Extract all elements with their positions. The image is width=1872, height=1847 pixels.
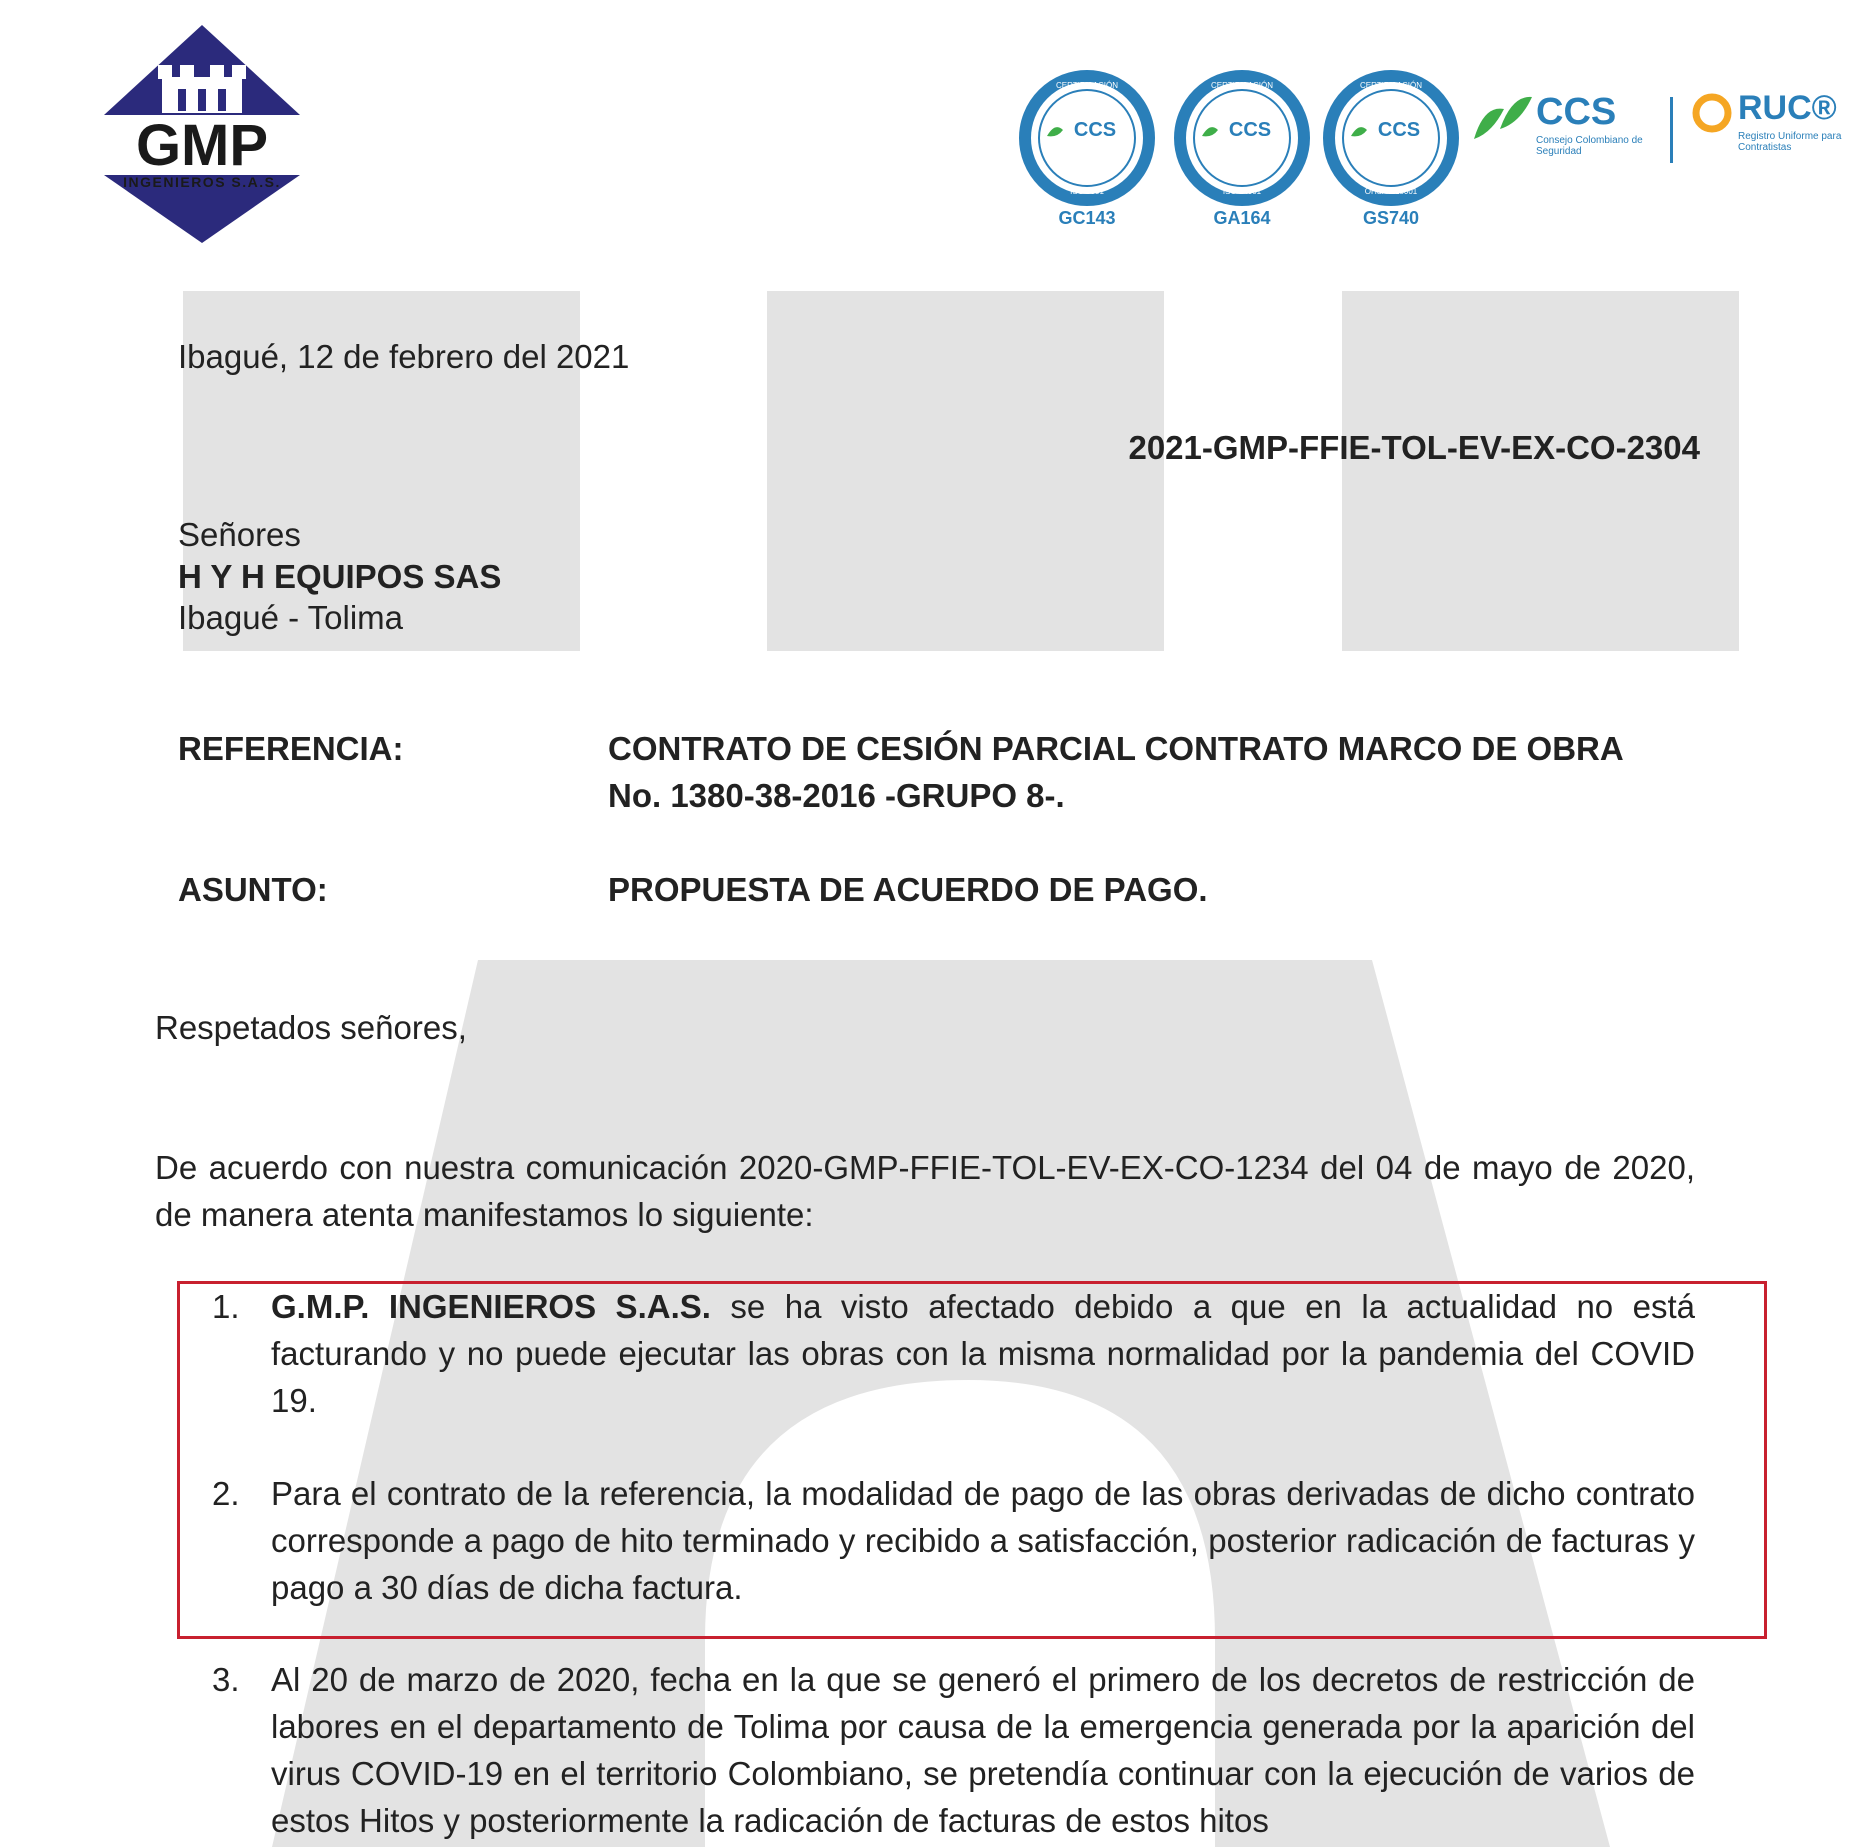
- recipient-city: Ibagué - Tolima: [178, 599, 404, 636]
- place-date: Ibagué, 12 de febrero del 2021: [178, 338, 630, 375]
- item-bold-text: G.M.P. INGENIEROS S.A.S.: [271, 1288, 711, 1325]
- cert-inner-text: CCS: [1377, 119, 1421, 141]
- cert-code: GC143: [1058, 208, 1116, 228]
- item-number: 3.: [212, 1661, 240, 1698]
- cert-code: GS740: [1362, 208, 1420, 228]
- item-text: se ha visto afectado debido a que en la actualidad no está facturando y no puede ejecutar las obras con la misma normalidad por la pandemia del COVID 19.: [271, 1288, 1695, 1419]
- gmp-logo-text: GMP: [135, 113, 269, 178]
- list-item: Para el contrato de la referencia, la modalidad de pago de las obras derivadas de dicho contrato corresponde a pago de hito terminado y recibido a satisfacción, posterior radicación de facturas y pago a 30 días de dicha factura.: [271, 1475, 1695, 1606]
- cert-standard: ISO 14001: [1222, 187, 1262, 196]
- list-item: [271, 1283, 1695, 1424]
- gmp-logo-subtitle: INGENIEROS S.A.S.: [123, 174, 281, 190]
- recipient-company: H Y H EQUIPOS SAS: [178, 558, 502, 595]
- cert-inner-text: CCS: [1073, 119, 1117, 141]
- ruc-name: RUC®: [1738, 89, 1837, 127]
- referencia-label: REFERENCIA:: [178, 730, 404, 767]
- cert-ring-text: CERTIFICACIÓN: [1359, 81, 1423, 90]
- cert-ring-text: CERTIFICACIÓN: [1055, 81, 1119, 90]
- list-item: Al 20 de marzo de 2020, fecha en la que se generó el primero de los decretos de restricción de labores en el departamento de Tolima por causa de la emergencia generada por la aparición del virus COVID-19 en el territorio Colombiano, se pretendía continuar con la ejecución de varios de estos Hitos y posteriormente la radicación de facturas de estos hitos: [271, 1661, 1695, 1839]
- cert-standard: ISO 9001: [1070, 187, 1104, 196]
- ccs-name: CCS: [1536, 91, 1617, 133]
- certification-badge-iso9001: [1017, 68, 1157, 233]
- asunto-value: PROPUESTA DE ACUERDO DE PAGO.: [608, 871, 1208, 908]
- ruc-ring-icon: [1690, 91, 1734, 135]
- cert-code: GA164: [1213, 208, 1271, 228]
- cert-ring-text: CERTIFICACIÓN: [1210, 81, 1274, 90]
- greeting: Respetados señores,: [155, 1009, 467, 1046]
- item-number: 2.: [212, 1475, 240, 1512]
- referencia-line-2: No. 1380-38-2016 -GRUPO 8-.: [608, 777, 1065, 814]
- recipient-salutation: Señores: [178, 516, 301, 553]
- referencia-line-1: CONTRATO DE CESIÓN PARCIAL CONTRATO MARCO DE OBRA: [608, 730, 1624, 767]
- item-number: 1.: [212, 1288, 240, 1325]
- ruc-tagline: Registro Uniforme para Contratistas: [1738, 131, 1842, 153]
- ruc-logo: [1670, 85, 1870, 175]
- cert-inner-text: CCS: [1228, 119, 1272, 141]
- reference-code: 2021-GMP-FFIE-TOL-EV-EX-CO-2304: [1128, 429, 1700, 466]
- ccs-leaf-icon: [1470, 89, 1534, 149]
- intro-paragraph: De acuerdo con nuestra comunicación 2020-GMP-FFIE-TOL-EV-EX-CO-1234 del 04 de mayo de 2020, de manera atenta manifestamos lo siguiente:: [155, 1149, 1695, 1233]
- gmp-logo: [100, 25, 305, 243]
- asunto-label: ASUNTO:: [178, 871, 328, 908]
- cert-standard: OHSAS 18001: [1364, 187, 1418, 196]
- ccs-logo: [1470, 85, 1670, 175]
- certification-badge-iso14001: [1172, 68, 1312, 233]
- ccs-tagline: Consejo Colombiano de Seguridad: [1536, 135, 1643, 157]
- logo-separator: [1670, 97, 1673, 163]
- certification-badge-ohsas18001: [1321, 68, 1461, 233]
